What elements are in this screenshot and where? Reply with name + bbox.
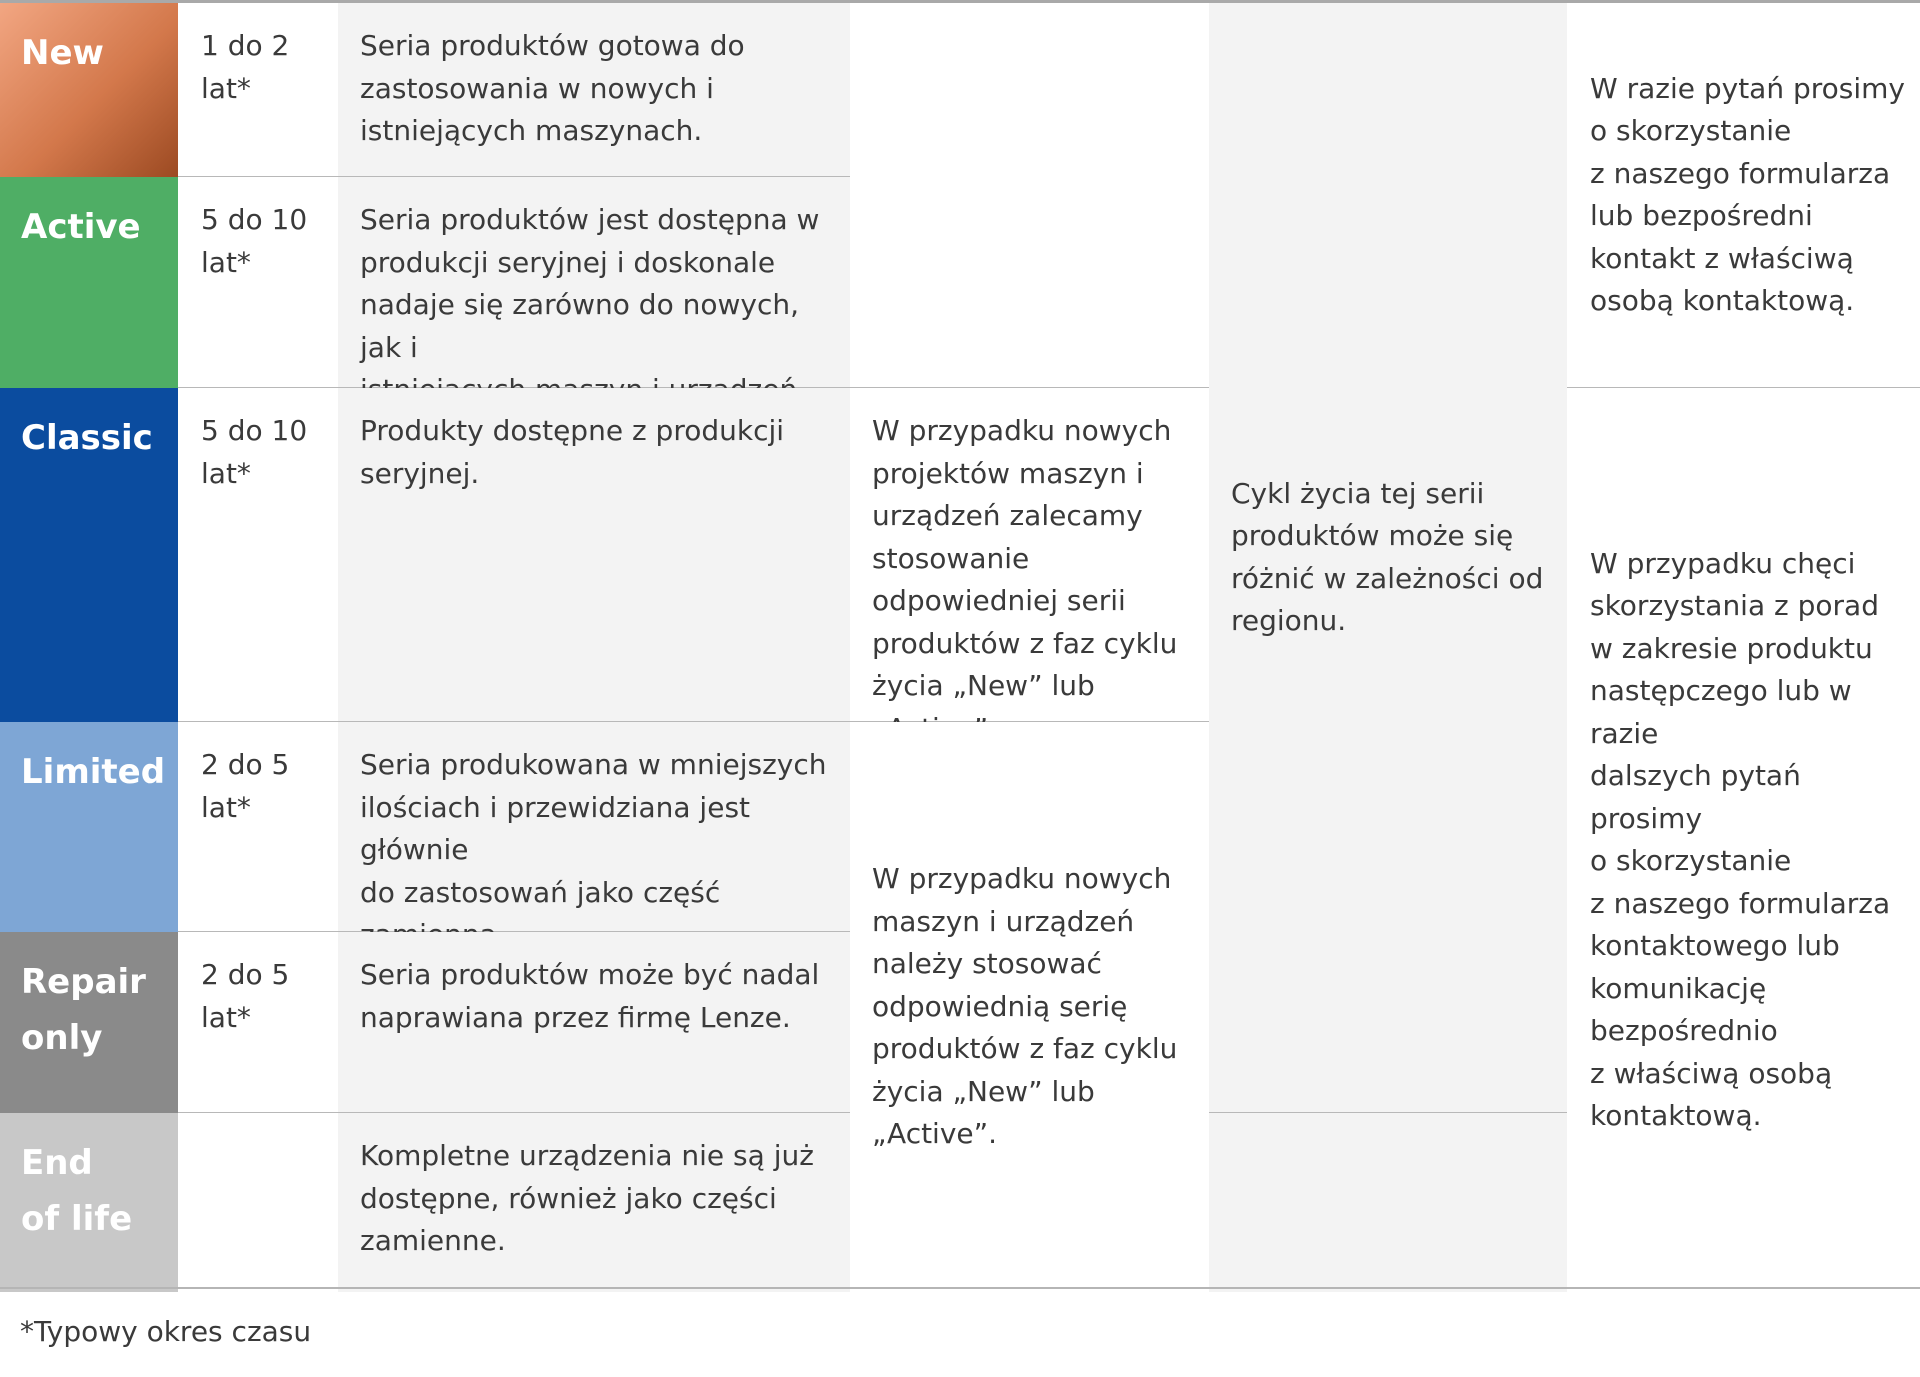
lifecycle-note: Cykl życia tej serii produktów może się różnić w zależności od regionu. (1231, 476, 1544, 637)
lifecycle-empty-cell (1209, 1113, 1567, 1292)
recommendation-limited-cell (850, 722, 1209, 1292)
phase-label-repair-only: Repair only (0, 932, 178, 1113)
phase-years-limited: 2 do 5 lat* (178, 722, 338, 932)
phase-description-repair-only: Seria produktów może być nadal naprawiana przez firmę Lenze. (338, 932, 850, 1113)
lifecycle-note-cell (1209, 3, 1567, 1113)
footnote: *Typowy okres czasu (20, 1315, 312, 1348)
phase-description-active: Seria produktów jest dostępna w produkcji seryjnej i doskonale nadaje się zarówno do nowych, jak i (338, 177, 850, 388)
phase-label-classic: Classic (0, 388, 178, 722)
phase-label-limited: Limited (0, 722, 178, 932)
recommendation-classic: W przypadku nowych projektów maszyn i urządzeń zalecamy stosowanie odpowiedniej serii produktów z faz cyklu życia „New” lub (850, 388, 1209, 722)
phase-description-new: Seria produktów gotowa do zastosowania w nowych i istniejących maszynach. (338, 3, 850, 177)
phase-years-repair-only: 2 do 5 lat* (178, 932, 338, 1113)
contact-text-new-active: W razie pytań prosimy o skorzystanie z naszego formularza lub bezpośredni kontakt z właściwą osobą kontaktową. (1590, 71, 1905, 317)
recommendation-empty-cell (850, 3, 1209, 388)
phase-description-end-of-life: Kompletne urządzenia nie są już dostępne, również jako części zamienne. (338, 1113, 850, 1292)
contact-cell-later-phases (1567, 388, 1920, 1292)
contact-cell-new-active (1567, 3, 1920, 388)
phase-years-classic: 5 do 10 lat* (178, 388, 338, 722)
phase-years-new: 1 do 2 lat* (178, 3, 338, 177)
phase-label-end-of-life: End of life (0, 1113, 178, 1292)
phase-years-active: 5 do 10 lat* (178, 177, 338, 388)
phase-description-limited: Seria produkowana w mniejszych ilościach i przewidziana jest głównie do zastosowań jako część (338, 722, 850, 932)
table-bottom-border (0, 1287, 1920, 1289)
phase-description-classic: Produkty dostępne z produkcji seryjnej. (338, 388, 850, 722)
contact-text-later-phases: W przypadku chęci skorzystania z porad w zakresie produktu następczego lub w razie dalszych pytań prosimy o skorzystanie z naszego formularza kontaktowego lub komunikację bezpośrednio z właściwą osobą kontaktową. (1590, 546, 1891, 1132)
phase-label-active: Active (0, 177, 178, 388)
phase-years-end-of-life (178, 1113, 338, 1292)
recommendation-limited-to-eol: W przypadku nowych maszyn i urządzeń należy stosować odpowiednią serię produktów z faz cyklu życia „New” lub „Active”. (872, 862, 1178, 1151)
phase-label-new: New (0, 3, 178, 177)
